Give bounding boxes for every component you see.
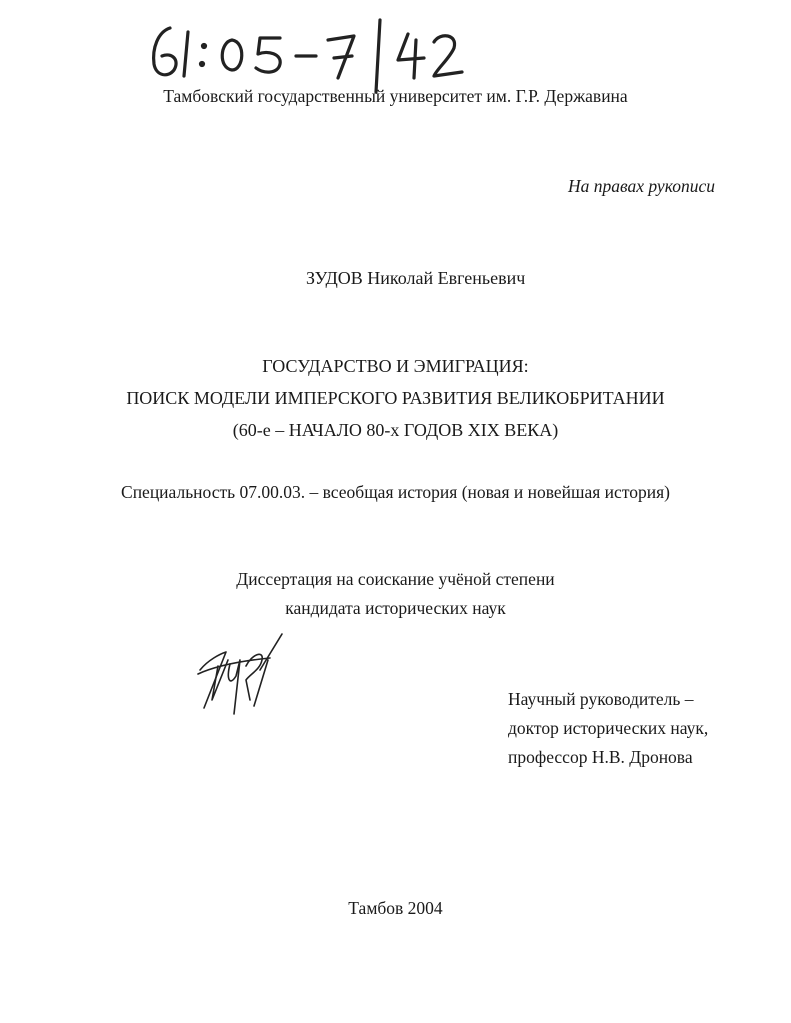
signature xyxy=(190,630,300,720)
author-name: ЗУДОВ Николай Евгеньевич xyxy=(306,268,526,288)
title-line-1: ГОСУДАРСТВО И ЭМИГРАЦИЯ: xyxy=(262,356,529,376)
city-year: Тамбов 2004 xyxy=(348,898,443,918)
title-line-3: (60-е – НАЧАЛО 80-х ГОДОВ XIX ВЕКА) xyxy=(232,420,559,440)
handwritten-code xyxy=(140,14,480,94)
specialty: Специальность 07.00.03. – всеобщая история (новая и новейшая история) xyxy=(121,482,670,502)
supervisor-line-1: Научный руководитель – xyxy=(508,689,694,709)
supervisor-line-3: профессор Н.В. Дронова xyxy=(508,747,693,767)
university-name: Тамбовский государственный университет им. Г.Р. Державина xyxy=(163,86,628,106)
dissertation-line-2: кандидата исторических наук xyxy=(285,598,506,618)
title-line-2: ПОИСК МОДЕЛИ ИМПЕРСКОГО РАЗВИТИЯ ВЕЛИКОБРИТАНИИ xyxy=(126,388,665,408)
supervisor-line-2: доктор исторических наук, xyxy=(508,718,709,738)
rights-notice: На правах рукописи xyxy=(568,176,715,196)
dissertation-line-1: Диссертация на соискание учёной степени xyxy=(236,569,555,589)
